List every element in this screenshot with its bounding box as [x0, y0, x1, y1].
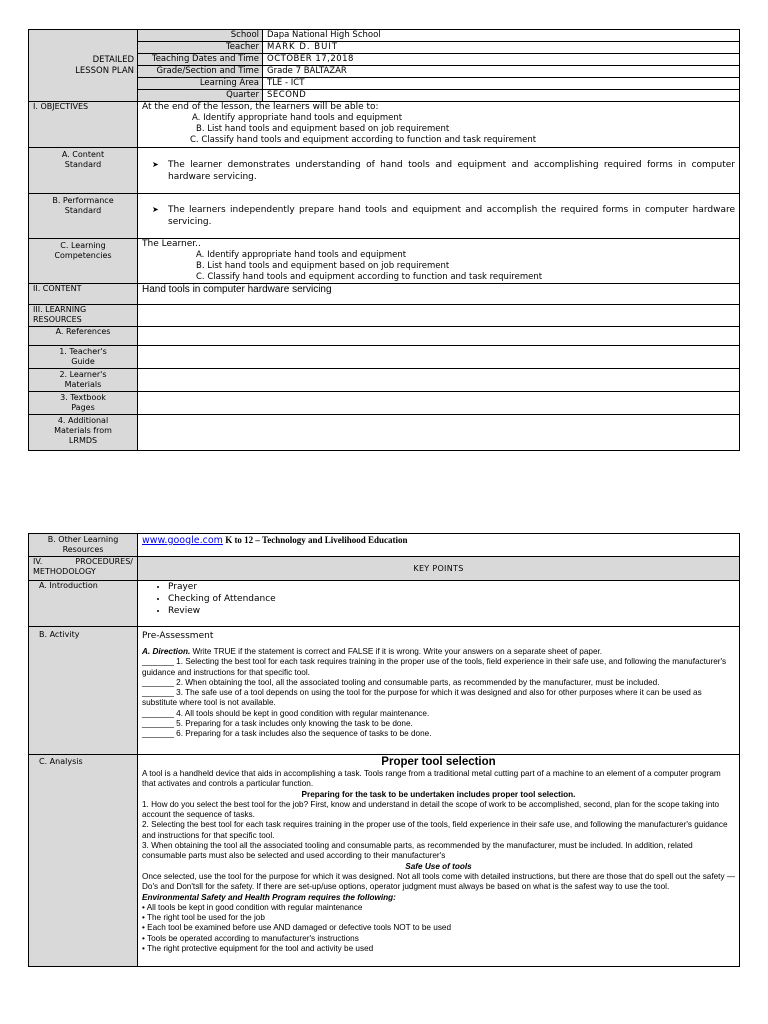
analysis-p1: 1. How do you select the best tool for the job? First, know and understand in detail the scope of work to be accomplished, second, plan for the scope taking into account the sequence of tasks. [142, 799, 720, 820]
introduction-label: A. Introduction [29, 581, 138, 627]
activity-label: B. Activity [29, 627, 138, 755]
performance-standard-cell [138, 194, 740, 239]
teachers-guide-value [138, 346, 740, 369]
content-value: Hand tools in computer hardware servicing [138, 284, 740, 305]
competency-item: A. Identify appropriate hand tools and equipment [196, 250, 407, 260]
activity-title: Pre-Assessment [142, 631, 214, 641]
lesson-plan-table-page1 [28, 29, 740, 451]
analysis-subtitle: Preparing for the task to be undertaken includes proper tool selection. [301, 789, 576, 799]
resources-value [138, 305, 740, 327]
additional-materials-label: 4. Additional Materials from LRMDS [29, 415, 138, 451]
env-item: • Each tool be examined before use AND damaged or defective tools NOT to be used [142, 923, 452, 933]
header-value-quarter: SECOND [263, 90, 740, 102]
other-resources-label: B. Other Learning Resources [29, 534, 138, 557]
procedures-label-text: IV. PROCEDURES/ METHODOLOGY [33, 557, 133, 576]
introduction-cell [138, 581, 740, 627]
resources-label: III. LEARNING RESOURCES [29, 305, 138, 327]
learners-materials-value [138, 369, 740, 392]
references-label: A. References [29, 327, 138, 346]
other-resources-cell [138, 534, 740, 557]
activity-item: _______ 2. When obtaining the tool, all the associated tooling and consumable parts, as recommended by the manufacturer, must be included. [142, 677, 660, 687]
objectives-intro: At the end of the lesson, the learners will be able to: [142, 102, 379, 112]
activity-item: _______ 6. Preparing for a task includes also the sequence of tasks to be done. [142, 729, 432, 739]
analysis-label: C. Analysis [29, 755, 138, 967]
additional-materials-value [138, 415, 740, 451]
lesson-plan-table-page2 [28, 533, 740, 967]
header-label-quarter: Quarter [138, 90, 263, 102]
activity-direction [142, 647, 735, 657]
objectives-cell [138, 102, 740, 148]
analysis-title: Proper tool selection [381, 756, 496, 768]
direction-label: A. Direction. [142, 647, 191, 656]
activity-item: _______ 1. Selecting the best tool for each task requires training in the proper use of the tools, field experience in their safe use, and following the manufacturer's guidance and instructions for that specific tool. [142, 657, 727, 677]
analysis-p2: 2. Selecting the best tool for each task requires training in the proper use of the tools, field experience in their safe use, and following the manufacturer's guidance and instructions for that specific tool. [142, 820, 728, 840]
env-item: • All tools be kept in good condition with regular maintenance [142, 902, 363, 912]
header-label-teacher: Teacher [138, 42, 263, 54]
textbook-pages-label: 3. Textbook Pages [29, 392, 138, 415]
content-standard-text: ➤ The learner demonstrates understanding of hand tools and equipment and accomplishing required forms in computer hardware servicing. [142, 159, 735, 183]
safe-use-text: Once selected, use the tool for the purpose for which it was designed. Not all tools come with detailed instructions, but there are those that do spell out the safety —Do's and Don'tsll for the safety. If there are set-up/use options, operator judgment must always be based on what is the safest way to use the tool. [142, 871, 736, 892]
textbook-pages-value [138, 392, 740, 415]
analysis-p3: 3. When obtaining the tool all the associated tooling and consumable parts, as recommended by the manufacturer, must be included. In addition, related consumable parts must also be selected and used according to their manufacturer's [142, 841, 693, 861]
safe-use-title: Safe Use of tools [405, 861, 472, 871]
teachers-guide-label: 1. Teacher's Guide [29, 346, 138, 369]
introduction-item-review: • Review [168, 605, 735, 617]
title-line-1: DETAILED [92, 54, 134, 65]
lesson-plan-title [29, 30, 138, 102]
content-standard-label: A. Content Standard [29, 148, 138, 194]
env-item: • The right tool be used for the job [142, 913, 265, 923]
title-line-2: LESSON PLAN [75, 65, 134, 76]
header-label-dates: Teaching Dates and Time [138, 54, 263, 66]
header-value-teacher: MARK D. BUIT [263, 42, 740, 54]
header-value-dates: OCTOBER 17,2018 [263, 54, 740, 66]
activity-item: _______ 3. The safe use of a tool depends on using the tool for the purpose for which it was designed and also for other purposes where it can be used as substitute where tool is not available. [142, 688, 702, 708]
competency-item: C. Classify hand tools and equipment according to function and task requirement [196, 272, 543, 282]
header-value-grade: Grade 7 BALTAZAR [263, 66, 740, 78]
references-value [138, 327, 740, 346]
procedures-label [29, 557, 138, 581]
analysis-intro: A tool is a handheld device that aids in accomplishing a task. Tools range from a traditional metal cutting part of a machine to an element of a computer program that activates and controls a particular function. [142, 769, 721, 789]
direction-text: Write TRUE if the statement is correct and FALSE if it is wrong. Write your answers on a separate sheet of paper. [190, 647, 603, 656]
performance-standard-label: B. Performance Standard [29, 194, 138, 239]
introduction-item-attendance: • Checking of Attendance [168, 593, 735, 605]
objective-item: B. List hand tools and equipment based on job requirement [196, 124, 450, 134]
env-program-title: Environmental Safety and Health Program requires the following: [142, 892, 396, 902]
analysis-cell [138, 755, 740, 967]
objectives-label: I. OBJECTIVES [29, 102, 138, 148]
key-points-header: KEY POINTS [138, 557, 740, 581]
activity-item: _______ 4. All tools should be kept in good condition with regular maintenance. [142, 708, 430, 718]
content-label: II. CONTENT [29, 284, 138, 305]
learners-materials-label: 2. Learner's Materials [29, 369, 138, 392]
header-value-area: TLE - ICT [263, 78, 740, 90]
env-item: • The right protective equipment for the tool and activity be used [142, 944, 374, 954]
other-resources-text: K to 12 – Technology and Livelihood Education [222, 535, 408, 545]
competencies-cell [138, 239, 740, 284]
objective-item: A. Identify appropriate hand tools and equipment [192, 113, 403, 123]
content-standard-cell [138, 148, 740, 194]
competencies-intro: The Learner.. [142, 239, 201, 249]
performance-standard-text: ➤ The learners independently prepare hand tools and equipment and accomplish the required forms in computer hardware servicing. [142, 204, 735, 228]
competencies-label: C. Learning Competencies [29, 239, 138, 284]
header-value-school: Dapa National High School [263, 30, 740, 42]
header-label-school: School [138, 30, 263, 42]
activity-cell [138, 627, 740, 755]
competency-item: B. List hand tools and equipment based on job requirement [196, 261, 450, 271]
env-item: • Tools be operated according to manufacturer's instructions [142, 933, 359, 943]
header-label-area: Learning Area [138, 78, 263, 90]
google-link[interactable]: www.google.com [142, 535, 223, 546]
activity-item: _______ 5. Preparing for a task includes only knowing the task to be done. [142, 719, 413, 729]
objective-item: C. Classify hand tools and equipment according to function and task requirement [190, 135, 537, 145]
header-label-grade: Grade/Section and Time [138, 66, 263, 78]
introduction-item-prayer: • Prayer [168, 581, 735, 593]
